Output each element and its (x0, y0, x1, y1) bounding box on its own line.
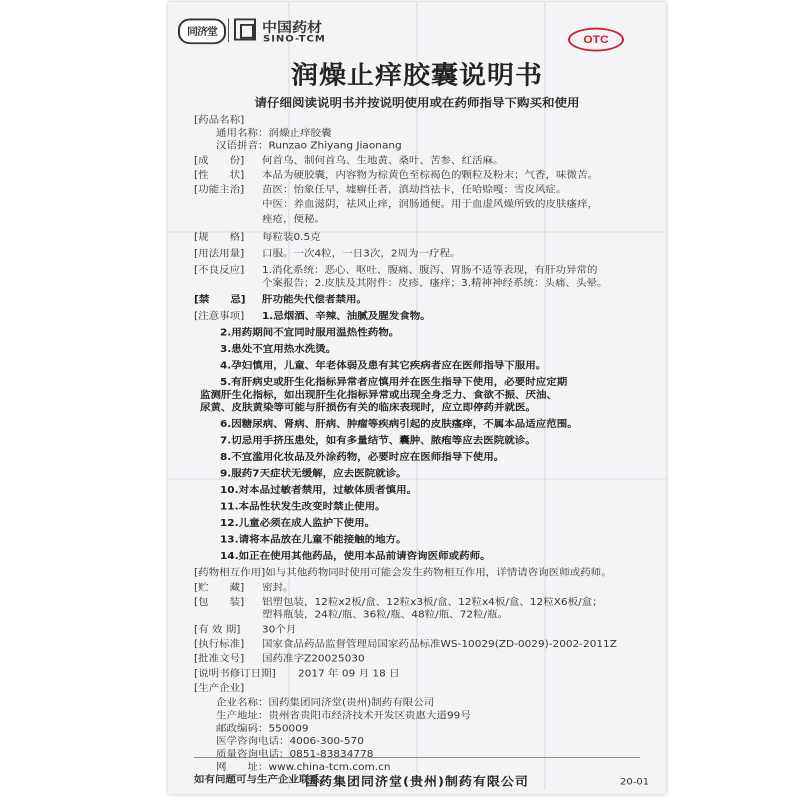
brand-name-en: SINO-TCM (263, 34, 326, 45)
adverse-label: [不良反应] (194, 264, 245, 276)
storage-row (194, 581, 294, 594)
interaction-row (194, 566, 612, 579)
manufacturer-label: [生产企业] (194, 682, 245, 694)
usage-label: [用法用量] (194, 248, 245, 260)
precaution-item-cont: 尿黄、皮肤黄染等可能与肝损伤有关的临床表现时，应立即停药并就医。 (200, 402, 536, 414)
production-address: 生产地址：贵州省贵阳市经济技术开发区贵惠大道99号 (216, 710, 471, 722)
spec-label: [规 格] (194, 231, 245, 243)
document-title: 润燥止痒胶囊说明书 (291, 61, 543, 90)
approval-label: [批准文号] (194, 653, 245, 665)
validity-row (194, 623, 296, 636)
precaution-item: 11.本品性状发生改变时禁止使用。 (220, 501, 386, 513)
approval-value: 国药准字Z20025030 (262, 653, 365, 665)
package-row (194, 596, 603, 609)
otc-badge: OTC (568, 28, 624, 52)
ingredients-value: 何首乌、制何首乌、生地黄、桑叶、苦参、红活麻。 (262, 155, 504, 167)
contact-note: 如有问题可与生产企业联系 (194, 774, 320, 786)
validity-label: [有 效 期] (194, 624, 241, 636)
indications-label: [功能主治] (194, 184, 245, 196)
contra-label: [禁 忌] (194, 294, 246, 306)
precaution-item: 10.对本品过敏者禁用，过敏体质者慎用。 (220, 484, 418, 496)
leaflet-sheet (168, 2, 666, 794)
document-subtitle: 请仔细阅读说明书并按说明使用或在药师指导下购买和使用 (254, 95, 580, 110)
approval-row (194, 653, 365, 666)
standard-label: [执行标准] (194, 638, 245, 650)
precaution-item: 12.儿童必须在成人监护下使用。 (220, 517, 376, 529)
precautions-label: [注意事项] (194, 310, 245, 322)
precaution-item: 3.患处不宜用热水洗烫。 (220, 343, 337, 355)
ingredients-row (194, 154, 504, 167)
standard-value: 国家食品药品监督管理局国家药品标准WS-10029(ZD-0029)-2002-2011Z (262, 638, 617, 650)
precaution-item: 9.服药7天症状无缓解，应去医院就诊。 (220, 468, 407, 480)
spec-value: 每粒装0.5克 (262, 231, 321, 243)
appearance-label: [性 状] (194, 169, 245, 181)
precaution-item: 2.用药期间不宜同时服用温热性药物。 (220, 327, 400, 339)
package-value-cont: 塑料瓶装，24粒/瓶、36粒/瓶、48粒/瓶、72粒/瓶。 (262, 609, 509, 621)
medical-hotline: 医学咨询电话：4006-300-570 (216, 735, 364, 747)
package-value: 铝塑包装，12粒x2板/盒、12粒x3板/盒、12粒x4板/盒、12粒X6板/盒； (262, 596, 603, 608)
adverse-row (194, 264, 598, 277)
precaution-item: 13.请将本品放在儿童不能接触的地方。 (220, 534, 407, 546)
postcode: 邮政编码：550009 (216, 723, 309, 735)
website: 网 址：www.china-tcm.com.cn (216, 761, 391, 773)
indications-row (194, 183, 567, 196)
precaution-item: 5.有肝病史或肝生化指标异常者应慎用并在医生指导下使用，必要时应定期 (220, 376, 568, 388)
sino-tcm-logo-icon (234, 18, 256, 40)
precaution-item: 7.切忌用手挤压患处，如有多量结节、囊肿、脓疱等应去医院就诊。 (220, 435, 536, 447)
usage-value: 口服。一次4粒，一日3次，2周为一疗程。 (262, 248, 461, 260)
pinyin-name: 汉语拼音：Runzao Zhiyang Jiaonang (216, 140, 402, 152)
contra-value: 肝功能失代偿者禁用。 (262, 294, 367, 306)
precaution-item: 6.因糖尿病、肾病、肝病、肿瘤等疾病引起的皮肤瘙痒，不属本品适应范围。 (220, 418, 578, 430)
indications-tcm-cont: 痤疮，便秘。 (262, 213, 325, 225)
version-code: 20-01 (620, 777, 650, 788)
company-name: 企业名称：国药集团同济堂(贵州)制药有限公司 (216, 697, 435, 709)
usage-row (194, 248, 461, 261)
package-label: [包 装] (194, 596, 245, 608)
revision-row (194, 667, 400, 680)
ingredients-label: [成 份] (194, 155, 245, 167)
indications-miao: 苗医：怡象任早，墟癣任者，滇劫挡祛卡，任哈赊嘎：雪皮风症。 (262, 184, 567, 196)
appearance-row (194, 169, 598, 182)
precaution-item-cont: 监测肝生化指标，如出现肝生化指标异常或出现全身乏力、食欲不振、厌油、 (200, 389, 557, 401)
drug-name-label: [药品名称] (194, 114, 245, 126)
appearance-value: 本品为硬胶囊，内容物为棕黄色至棕褐色的颗粒及粉末；气香，味微苦。 (262, 169, 598, 181)
adverse-value: 1.消化系统：恶心、呕吐、腹痛、腹泻、胃肠不适等表现，有肝功异常的 (262, 264, 598, 276)
indications-tcm: 中医：养血滋阴，祛风止痒，润肠通便。用于血虚风燥所致的皮肤瘙痒， (262, 199, 598, 210)
precaution-item: 8.不宜滥用化妆品及外涂药物，必要时应在医师指导下使用。 (220, 451, 505, 463)
interaction-label: [药物相互作用] (194, 567, 266, 579)
standard-row (194, 638, 617, 651)
validity-value: 30个月 (262, 624, 297, 636)
logo-divider (228, 18, 229, 42)
storage-value: 密封。 (262, 582, 294, 593)
precaution-item: 4.孕妇慎用，儿童、年老体弱及患有其它疾病者应在医师指导下服用。 (220, 360, 547, 372)
spec-row (194, 231, 321, 244)
interaction-value: 如与其他药物同时使用可能会发生药物相互作用，详情请咨询医师或药师。 (265, 567, 612, 579)
precaution-item: 14.如正在使用其他药品，使用本品前请咨询医师或药师。 (220, 550, 491, 562)
contra-row (194, 293, 367, 306)
tongjitang-logo: 同济堂 (178, 18, 226, 44)
sheet-content (168, 2, 666, 790)
common-name: 通用名称：润燥止痒胶囊 (216, 127, 332, 139)
quality-hotline: 质量咨询电话：0851-83834778 (216, 748, 374, 760)
footer-company: 国药集团同济堂(贵州)制药有限公司 (305, 775, 529, 790)
adverse-value-cont: 个案报告；2.皮肤及其附件：皮疹、瘙痒；3.精神神经系统：头痛、头晕。 (262, 277, 608, 289)
revision-value: 2017 年 09 月 18 日 (298, 668, 400, 680)
storage-label: [贮 藏] (194, 582, 245, 593)
precaution-item: 1.忌烟酒、辛辣、油腻及腥发食物。 (262, 310, 431, 322)
revision-label: [说明书修订日期] (194, 668, 276, 680)
brand-name-cn: 中国药材 (262, 19, 323, 36)
